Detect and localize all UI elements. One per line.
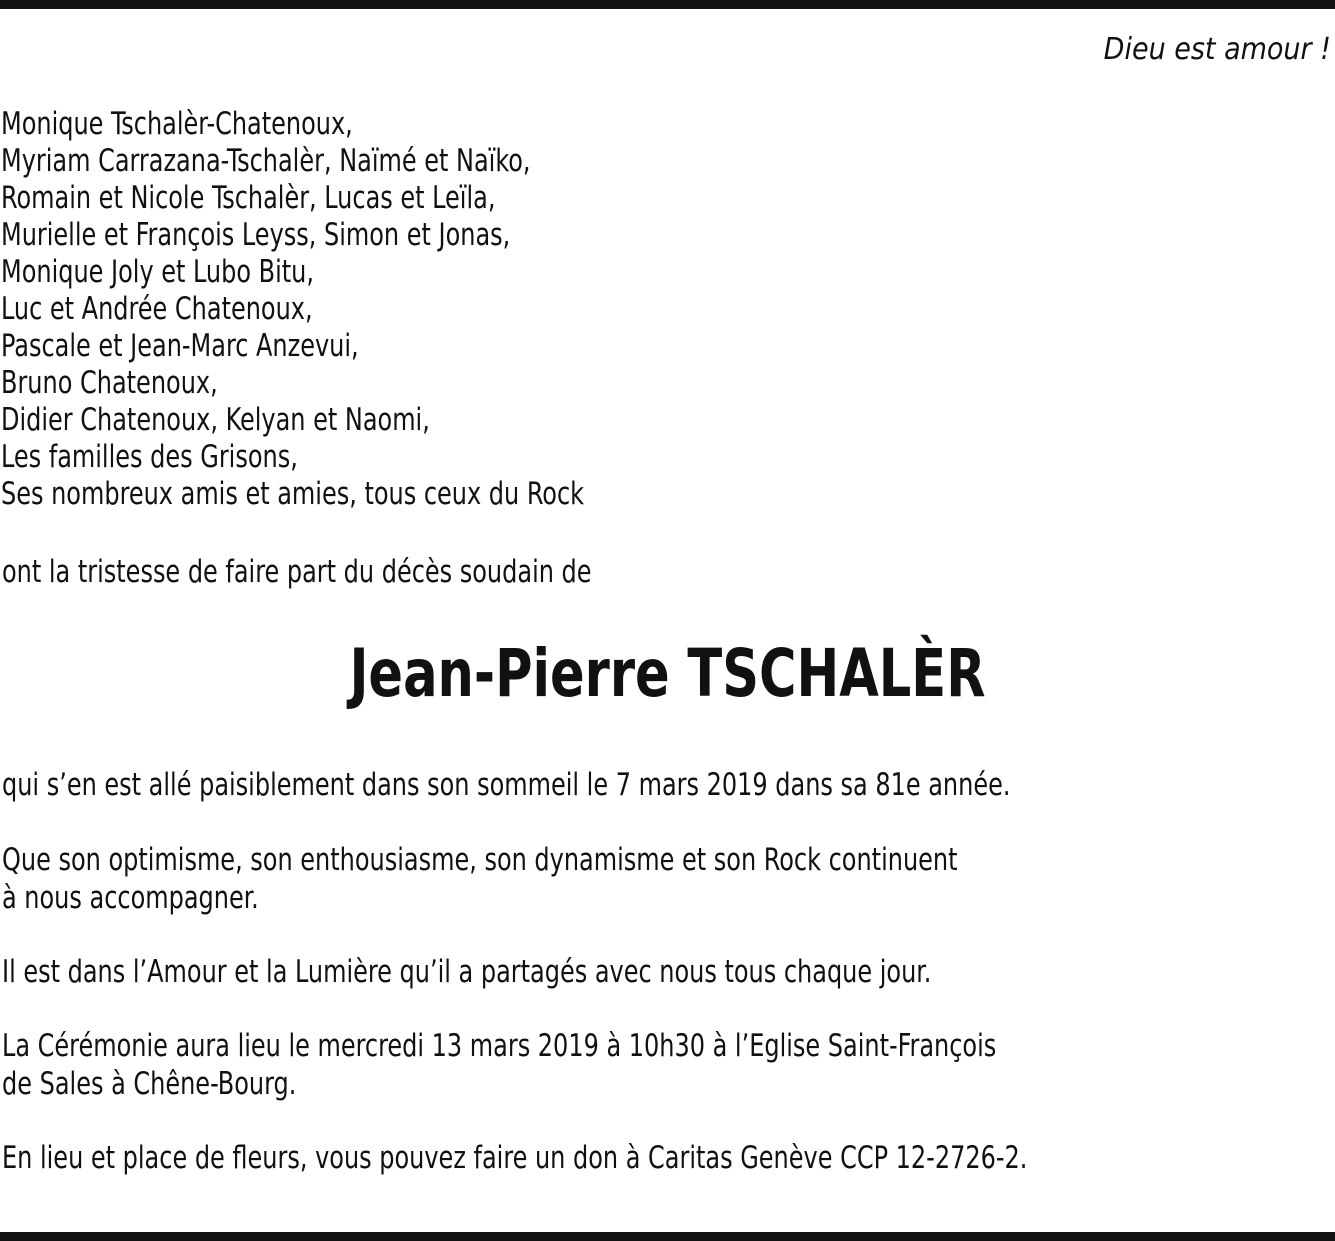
passing-text: qui s’en est allé paisiblement dans son sommeil le 7 mars 2019 dans sa 81e année. — [2, 767, 1011, 803]
tribute-line-1: Que son optimisme, son enthousiasme, son dynamisme et son Rock continuent — [2, 842, 958, 878]
family-member: Myriam Carrazana-Tschalèr, Naïmé et Naïko, — [1, 143, 531, 179]
family-member: Murielle et François Leyss, Simon et Jonas, — [1, 217, 511, 253]
deceased-name: Jean-Pierre TSCHALÈR — [349, 635, 986, 712]
tribute-line-2: à nous accompagner. — [2, 880, 259, 916]
family-member: Pascale et Jean-Marc Anzevui, — [1, 328, 359, 364]
donation-text: En lieu et place de fleurs, vous pouvez faire un don à Caritas Genève CCP 12-2726-2. — [2, 1140, 1028, 1176]
family-member: Romain et Nicole Tschalèr, Lucas et Leïla, — [1, 180, 496, 216]
love-text: Il est dans l’Amour et la Lumière qu’il a partagés avec nous tous chaque jour. — [2, 954, 932, 990]
family-member: Ses nombreux amis et amies, tous ceux du Rock — [1, 476, 585, 512]
announcement-text: ont la tristesse de faire part du décès soudain de — [2, 554, 592, 590]
ceremony-line-1: La Cérémonie aura lieu le mercredi 13 mars 2019 à 10h30 à l’Eglise Saint-François — [2, 1028, 997, 1064]
family-member: Bruno Chatenoux, — [1, 365, 218, 401]
bottom-rule — [0, 1232, 1335, 1241]
family-member: Didier Chatenoux, Kelyan et Naomi, — [1, 402, 430, 438]
family-list — [1, 106, 679, 513]
motto: Dieu est amour ! — [1103, 32, 1331, 67]
top-rule — [0, 0, 1335, 9]
ceremony-line-2: de Sales à Chêne-Bourg. — [2, 1066, 297, 1102]
family-member: Luc et Andrée Chatenoux, — [1, 291, 313, 327]
family-member: Monique Tschalèr-Chatenoux, — [1, 106, 353, 142]
family-member: Les familles des Grisons, — [1, 439, 298, 475]
family-member: Monique Joly et Lubo Bitu, — [1, 254, 314, 290]
